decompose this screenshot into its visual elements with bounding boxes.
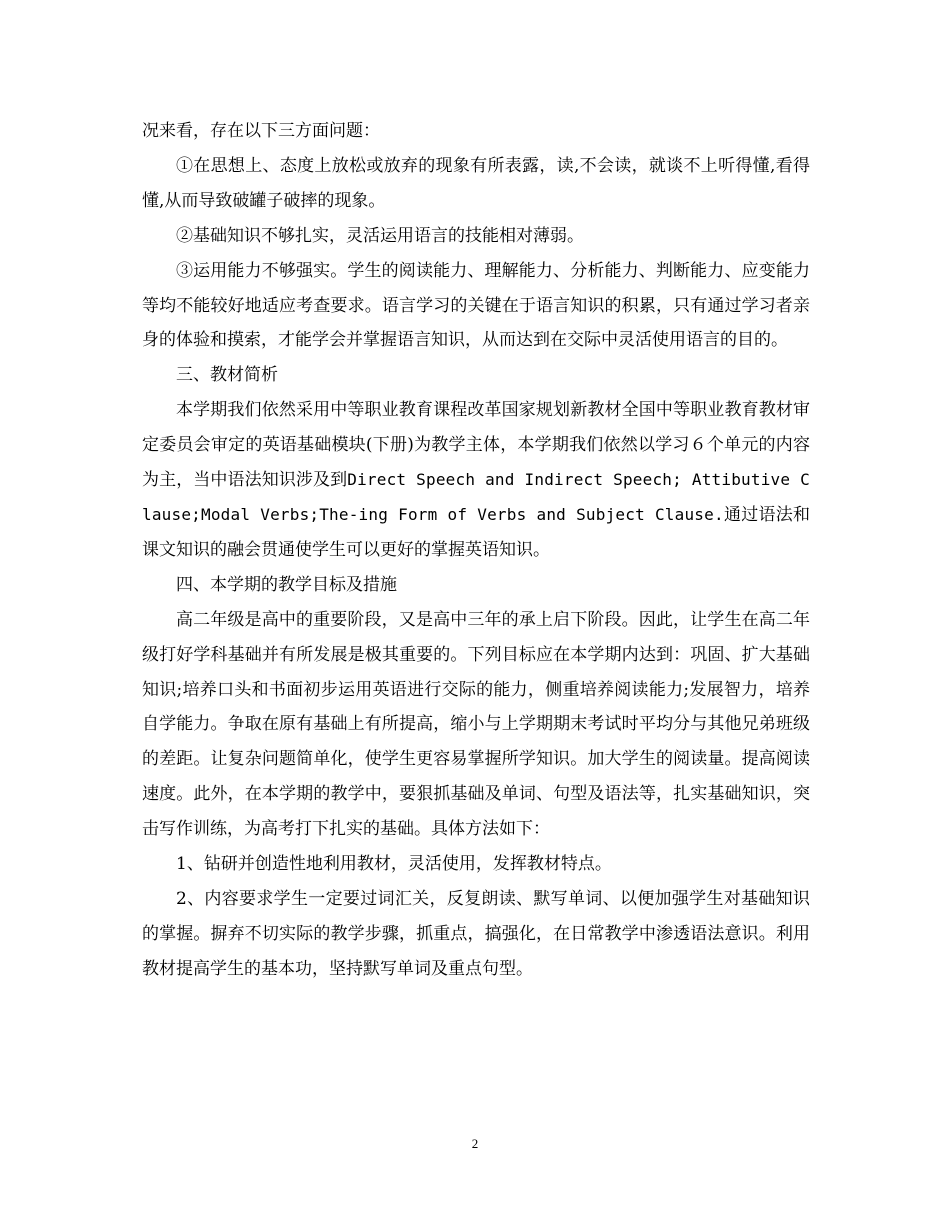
paragraph-goals: 高二年级是高中的重要阶段，又是高中三年的承上启下阶段。因此，让学生在高二年级打好学科基础并有所发展是极其重要的。下列目标应在本学期内达到：巩固、扩大基础知识;培养口头和书面初步运用英语进行交际的能力，侧重培养阅读能力;发展智力，培养自学能力。争取在原有基础上有所提高，缩小与上学期期末考试时平均分与其他兄弟班级的差距。让复杂问题简单化，使学生更容易掌握所学知识。加大学生的阅读量。提高阅读速度。此外，在本学期的教学中，要狠抓基础及单词、句型及语法等，扎实基础知识，突击写作训练，为高考打下扎实的基础。具体方法如下： [142,609,810,840]
paragraph-problem-2: ②基础知识不够扎实，灵活运用语言的技能相对薄弱。 [176,225,584,246]
paragraph-problem-3: ③运用能力不够强实。学生的阅读能力、理解能力、分析能力、判断能力、应变能力等均不能较好地适应考查要求。语言学习的关键在于语言知识的积累，只有通过学习者亲身的体验和摸索，才能学会并掌握语言知识，从而达到在交际中灵活使用语言的目的。 [142,260,810,351]
document-body [142,114,810,987]
section-heading-goals-measures: 四、本学期的教学目标及措施 [176,574,397,595]
textbook-text-prefix: 本学期我们依然采用中等职业教育课程改革国家规划新教材全国中等职业教育教材审定委员会审定的英语基础模块(下册)为教学主体，本学期我们依然以学习６个单元的内容为主，当中语法知识涉及到 [142,400,810,491]
section-heading-textbook-analysis: 三、教材简析 [176,365,278,386]
list-item-method-1: 1、钻研并创造性地利用教材，灵活使用，发挥教材特点。 [176,854,612,875]
paragraph-problem-1: ①在思想上、态度上放松或放弃的现象有所表露，读,不会读，就谈不上听得懂,看得懂,从而导致破罐子破摔的现象。 [142,155,810,211]
page-number: 2 [471,1136,479,1151]
textbook-text-suffix: 通过语法和课文知识的融会贯通使学生可以更好的掌握英语知识。 [142,504,811,560]
list-item-method-2: 2、内容要求学生一定要过词汇关，反复朗读、默写单词、以便加强学生对基础知识的掌握。摒弃不切实际的教学步骤，抓重点，搞强化，在日常教学中渗透语法意识。利用教材提高学生的基本功，坚持默写单词及重点句型。 [142,888,810,979]
paragraph-textbook-analysis [142,393,810,568]
grammar-topics-english: Direct Speech and Indirect Speech; Attibutive Clause;Modal Verbs;The-ing Form of Verbs and Subject Clause. [142,470,810,524]
paragraph-continuation: 况来看，存在以下三方面问题： [142,121,380,141]
